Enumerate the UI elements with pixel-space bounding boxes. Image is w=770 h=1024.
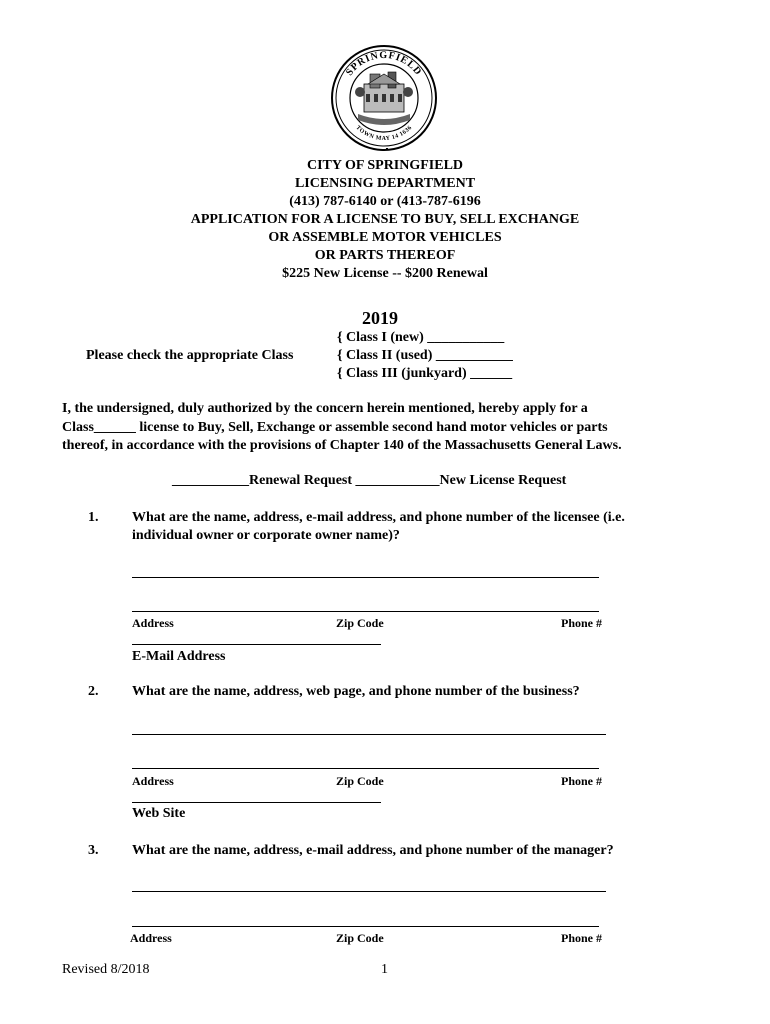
header-line-4: APPLICATION FOR A LICENSE TO BUY, SELL EXCHANGE [190,212,580,227]
question-1-text-line-1: What are the name, address, e-mail address, and phone number of the licensee (i.e. [132,510,625,525]
class-option-2[interactable]: { Class II (used) ___________ [337,348,513,363]
question-2-number: 2. [88,684,99,699]
question-2-zip-label: Zip Code [336,774,384,788]
seal-top-text: SPRINGFIELD [344,49,424,78]
header-line-6: OR PARTS THEREOF [314,248,456,263]
question-2-website-line[interactable] [132,802,381,803]
header-line-3: (413) 787-6140 or (413-787-6196 [289,194,481,209]
question-3-text-line-1: What are the name, address, e-mail address, and phone number of the manager? [132,843,614,858]
question-3-phone-label: Phone # [561,931,603,945]
question-3-answer-line-2[interactable] [132,926,599,927]
statement-line-3: thereof, in accordance with the provisions of Chapter 140 of the Massachusetts General Laws. [62,438,622,453]
question-2-address-label: Address [132,774,174,788]
question-1-address-label: Address [132,616,174,630]
city-seal-logo [330,44,438,152]
svg-text:TOWN MAY 14 1636 [355,125,414,142]
question-2-answer-line-2[interactable] [132,768,599,769]
revised-date: Revised 8/2018 [62,962,150,977]
class-option-1[interactable]: { Class I (new) ___________ [337,330,505,345]
class-option-3[interactable]: { Class III (junkyard) ______ [337,366,513,381]
page-number: 1 [381,962,388,977]
question-3-answer-line-1[interactable] [132,891,606,892]
header-line-7: $225 New License -- $200 Renewal [282,266,488,281]
question-3-number: 3. [88,843,99,858]
question-2-answer-line-1[interactable] [132,734,606,735]
header-line-5: OR ASSEMBLE MOTOR VEHICLES [268,230,502,245]
question-1-email-line[interactable] [132,644,381,645]
question-1-zip-label: Zip Code [336,616,384,630]
question-1-answer-line-1[interactable] [132,577,599,578]
class-prompt: Please check the appropriate Class [86,348,294,363]
header-line-1: CITY OF SPRINGFIELD [306,158,464,173]
header-line-2: LICENSING DEPARTMENT [294,176,476,191]
question-1-phone-label: Phone # [561,616,603,630]
question-3-zip-label: Zip Code [336,931,384,945]
question-1-text-line-2: individual owner or corporate owner name)? [132,528,400,543]
statement-line-2: Class______ license to Buy, Sell, Exchange or assemble second hand motor vehicles or parts [62,420,608,435]
statement-line-1: I, the undersigned, duly authorized by the concern herein mentioned, hereby apply for a [62,401,588,416]
question-3-address-label: Address [130,931,172,945]
question-2-website-label: Web Site [132,806,186,821]
question-1-number: 1. [88,510,99,525]
question-1-email-label: E-Mail Address [132,649,226,664]
question-2-phone-label: Phone # [561,774,603,788]
request-line[interactable]: ___________Renewal Request ____________New License Request [172,473,567,488]
year: 2019 [362,308,398,328]
seal-bottom-text: TOWN MAY 14 1636 [354,124,414,143]
seal-dot [386,148,388,150]
question-2-text-line-1: What are the name, address, web page, and phone number of the business? [132,684,580,699]
question-1-answer-line-2[interactable] [132,611,599,612]
